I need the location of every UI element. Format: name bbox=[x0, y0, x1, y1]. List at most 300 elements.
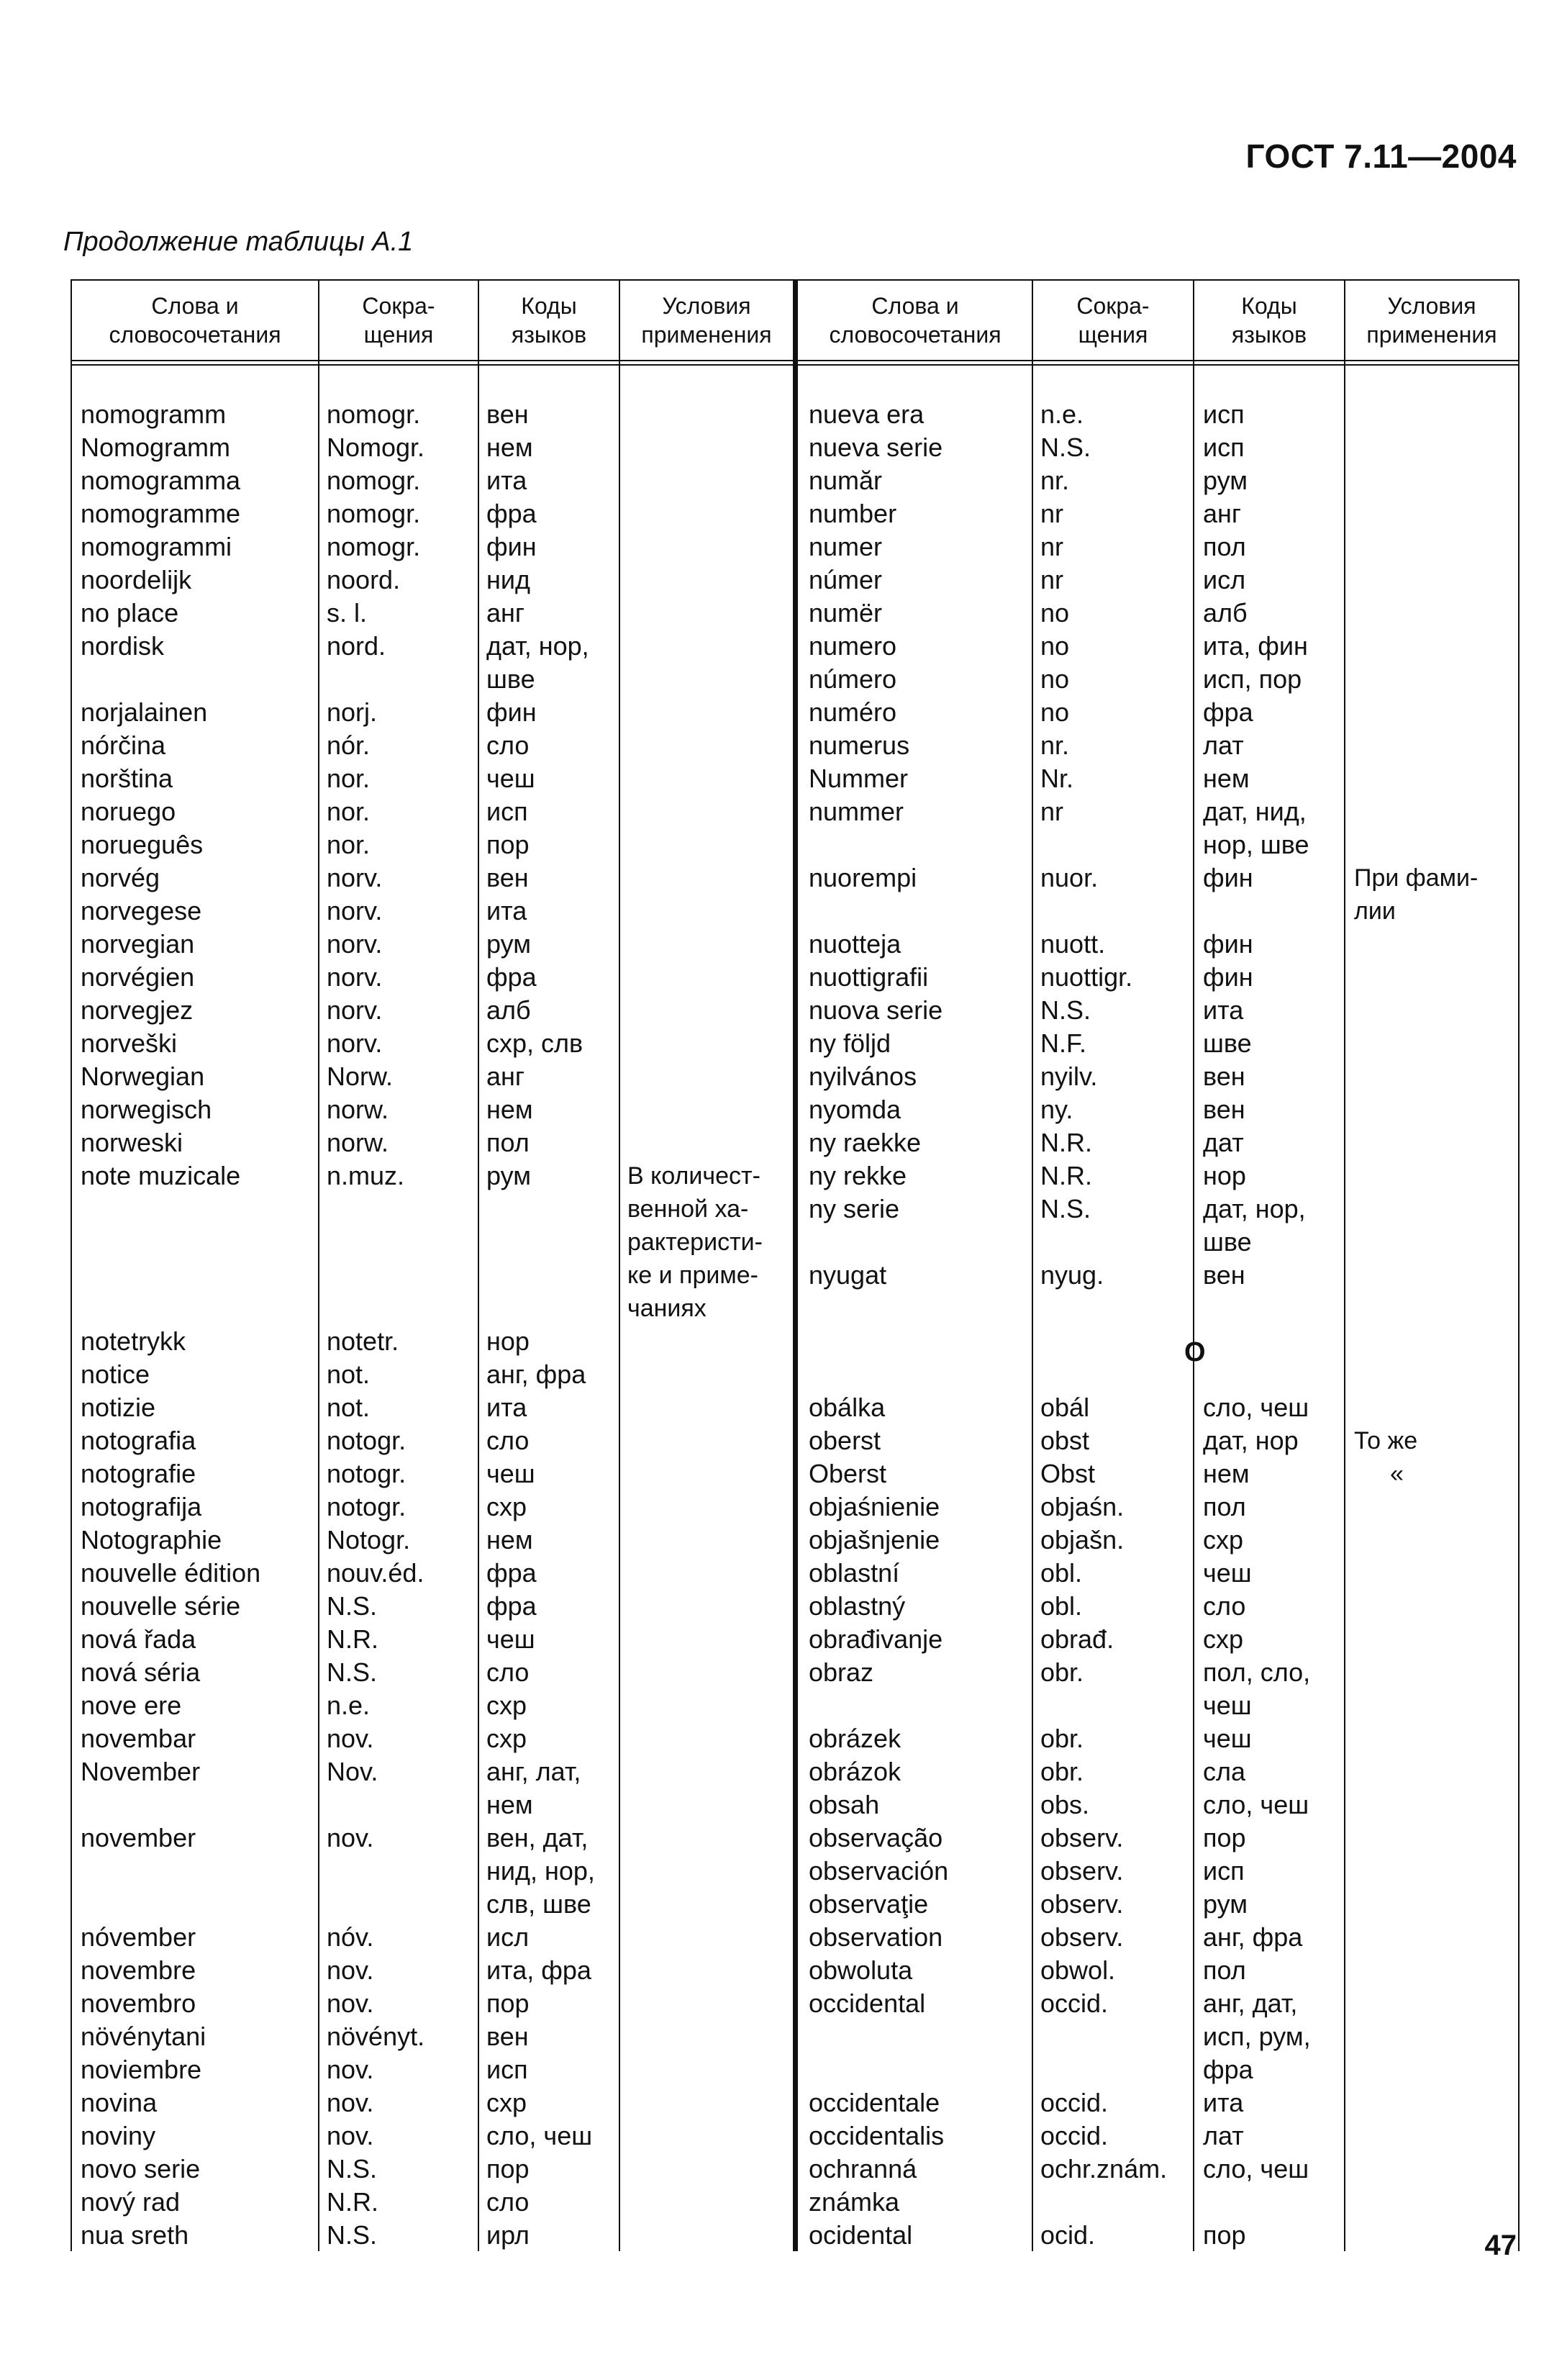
word-cell: norwegisch bbox=[81, 1095, 212, 1124]
abbreviation-cell: norw. bbox=[327, 1095, 389, 1124]
language-code-cell: сло bbox=[486, 1657, 530, 1687]
condition-cell: рактеристи- bbox=[627, 1229, 763, 1256]
abbreviation-cell: nuottigr. bbox=[1040, 962, 1133, 992]
abbreviation-cell: norv. bbox=[327, 896, 383, 926]
word-cell: oblastný bbox=[809, 1591, 906, 1621]
language-code-cell: вен bbox=[1203, 1260, 1245, 1290]
language-code-cell: фин bbox=[1203, 929, 1253, 959]
word-cell: observação bbox=[809, 1823, 943, 1852]
section-letter: O bbox=[1184, 1337, 1206, 1367]
language-code-cell: ита, фин bbox=[1203, 631, 1308, 661]
condition-cell: То же bbox=[1354, 1427, 1418, 1454]
word-cell: norvegjez bbox=[81, 995, 194, 1025]
language-code-cell: чеш bbox=[1203, 1558, 1252, 1588]
language-code-cell: нид, нор, bbox=[486, 1856, 595, 1886]
word-cell: obsah bbox=[809, 1790, 880, 1819]
abbreviation-cell: notogr. bbox=[327, 1426, 406, 1455]
language-code-cell: пол bbox=[1203, 532, 1246, 561]
abbreviation-cell: no bbox=[1040, 664, 1070, 694]
language-code-cell: дат bbox=[1203, 1128, 1244, 1157]
abbreviation-cell: nr. bbox=[1040, 730, 1070, 760]
word-cell: objaśnienie bbox=[809, 1492, 940, 1521]
word-cell: nomogramme bbox=[81, 499, 241, 528]
abbreviation-cell: N.R. bbox=[327, 1624, 378, 1654]
language-code-cell: исп bbox=[1203, 1856, 1245, 1886]
language-code-cell: вен bbox=[1203, 1095, 1245, 1124]
condition-cell: лии bbox=[1354, 897, 1396, 925]
abbreviation-cell: Obst bbox=[1040, 1459, 1096, 1488]
abbreviation-cell: növényt. bbox=[327, 2022, 425, 2051]
abbreviation-cell: nyug. bbox=[1040, 1260, 1104, 1290]
language-code-cell: слв, шве bbox=[486, 1889, 591, 1919]
language-code-cell: ита bbox=[486, 896, 527, 926]
language-code-cell: сло bbox=[486, 730, 530, 760]
language-code-cell: пол bbox=[486, 1128, 530, 1157]
language-code-cell: вен bbox=[486, 863, 529, 892]
word-cell: nouvelle série bbox=[81, 1591, 241, 1621]
column-header-language-codes: Коды языков bbox=[511, 293, 587, 348]
col-border bbox=[1344, 279, 1345, 2251]
language-code-cell: анг, фра bbox=[1203, 1922, 1303, 1952]
language-code-cell: исл bbox=[486, 1922, 530, 1952]
language-code-cell: фин bbox=[486, 697, 537, 727]
abbreviation-cell: N.R. bbox=[1040, 1128, 1092, 1157]
table-caption: Продолжение таблицы А.1 bbox=[63, 227, 414, 257]
language-code-cell: чеш bbox=[486, 1459, 535, 1488]
abbreviation-cell: norv. bbox=[327, 962, 383, 992]
abbreviation-cell: norw. bbox=[327, 1128, 389, 1157]
word-cell: nuova serie bbox=[809, 995, 943, 1025]
abbreviation-cell: N.S. bbox=[327, 2154, 378, 2184]
word-cell: númer bbox=[809, 565, 883, 594]
language-code-cell: анг, лат, bbox=[486, 1757, 581, 1786]
abbreviation-cell: obrađ. bbox=[1040, 1624, 1114, 1654]
abbreviation-cell: nov. bbox=[327, 1988, 374, 2018]
abbreviation-cell: N.F. bbox=[1040, 1028, 1087, 1058]
abbreviation-cell: nr. bbox=[1040, 466, 1070, 495]
word-cell: nove ere bbox=[81, 1691, 182, 1720]
language-code-cell: сло, чеш bbox=[1203, 2154, 1309, 2184]
abbreviation-cell: notogr. bbox=[327, 1492, 406, 1521]
word-cell: nuorempi bbox=[809, 863, 917, 892]
word-cell: növénytani bbox=[81, 2022, 206, 2051]
word-cell: oberst bbox=[809, 1426, 881, 1455]
abbreviation-cell: obwol. bbox=[1040, 1955, 1116, 1985]
word-cell: norjalainen bbox=[81, 697, 208, 727]
word-cell: obraz bbox=[809, 1657, 874, 1687]
abbreviation-cell: n.e. bbox=[327, 1691, 371, 1720]
abbreviation-cell: not. bbox=[327, 1393, 371, 1422]
word-cell: nomogramm bbox=[81, 399, 227, 429]
word-cell: novembar bbox=[81, 1724, 196, 1753]
language-code-cell: ита bbox=[486, 466, 527, 495]
abbreviation-cell: nomogr. bbox=[327, 466, 421, 495]
language-code-cell: лат bbox=[1203, 730, 1244, 760]
language-code-cell: фин bbox=[486, 532, 537, 561]
word-cell: obwoluta bbox=[809, 1955, 913, 1985]
language-code-cell: схр bbox=[1203, 1525, 1244, 1555]
language-code-cell: пол bbox=[1203, 1492, 1246, 1521]
abbreviation-cell: observ. bbox=[1040, 1856, 1124, 1886]
language-code-cell: рум bbox=[486, 1161, 531, 1190]
language-code-cell: нем bbox=[1203, 1459, 1250, 1488]
col-border bbox=[1032, 279, 1033, 2251]
language-code-cell: анг bbox=[1203, 499, 1242, 528]
language-code-cell: схр, слв bbox=[486, 1028, 583, 1058]
word-cell: nomogrammi bbox=[81, 532, 232, 561]
language-code-cell: сла bbox=[1203, 1757, 1246, 1786]
language-code-cell: исп, рум, bbox=[1203, 2022, 1311, 2051]
language-code-cell: схр bbox=[486, 2088, 527, 2117]
table-frame bbox=[71, 279, 1520, 2251]
column-header-abbreviations: Сокра- щения bbox=[362, 293, 435, 348]
word-cell: novo serie bbox=[81, 2154, 201, 2184]
language-code-cell: чеш bbox=[1203, 1691, 1252, 1720]
word-cell: nyugat bbox=[809, 1260, 887, 1290]
language-code-cell: исп bbox=[1203, 399, 1245, 429]
col-border bbox=[318, 279, 319, 2251]
word-cell: nová séria bbox=[81, 1657, 201, 1687]
abbreviation-cell: no bbox=[1040, 697, 1070, 727]
word-cell: ocidental bbox=[809, 2220, 913, 2250]
abbreviation-cell: s. l. bbox=[327, 598, 368, 628]
word-cell: nový rad bbox=[81, 2187, 181, 2217]
word-cell: notetrykk bbox=[81, 1326, 186, 1356]
page-number: 47 bbox=[1484, 2230, 1517, 2261]
word-cell: noviny bbox=[81, 2121, 156, 2150]
col-border bbox=[1193, 279, 1194, 2251]
abbreviation-cell: nyilv. bbox=[1040, 1062, 1098, 1091]
word-cell: novembro bbox=[81, 1988, 196, 2018]
word-cell: norueguês bbox=[81, 830, 204, 859]
abbreviation-cell: obl. bbox=[1040, 1591, 1083, 1621]
column-header-conditions: Условия применения bbox=[1366, 293, 1497, 348]
abbreviation-cell: norv. bbox=[327, 995, 383, 1025]
abbreviation-cell: N.S. bbox=[1040, 995, 1091, 1025]
abbreviation-cell: nov. bbox=[327, 1955, 374, 1985]
abbreviation-cell: nomogr. bbox=[327, 499, 421, 528]
language-code-cell: нем bbox=[486, 1525, 533, 1555]
abbreviation-cell: obr. bbox=[1040, 1757, 1084, 1786]
word-cell: nová řada bbox=[81, 1624, 196, 1654]
word-cell: norveški bbox=[81, 1028, 178, 1058]
word-cell: occidentalis bbox=[809, 2121, 945, 2150]
language-code-cell: исп bbox=[1203, 433, 1245, 462]
word-cell: nueva serie bbox=[809, 433, 943, 462]
abbreviation-cell: nuott. bbox=[1040, 929, 1106, 959]
language-code-cell: исп bbox=[486, 2055, 528, 2084]
abbreviation-cell: not. bbox=[327, 1359, 371, 1389]
column-header-language-codes: Коды языков bbox=[1231, 293, 1307, 348]
language-code-cell: шве bbox=[1203, 1227, 1252, 1257]
language-code-cell: чеш bbox=[486, 1624, 535, 1654]
word-cell: nórčina bbox=[81, 730, 166, 760]
language-code-cell: пор bbox=[1203, 1823, 1246, 1852]
abbreviation-cell: nouv.éd. bbox=[327, 1558, 424, 1588]
word-cell: norvegese bbox=[81, 896, 202, 926]
language-code-cell: сло bbox=[486, 2187, 530, 2217]
abbreviation-cell: observ. bbox=[1040, 1823, 1124, 1852]
abbreviation-cell: nór. bbox=[327, 730, 371, 760]
word-cell: novembre bbox=[81, 1955, 196, 1985]
language-code-cell: фин bbox=[1203, 863, 1253, 892]
word-cell: nóvember bbox=[81, 1922, 196, 1952]
language-code-cell: сло bbox=[1203, 1591, 1246, 1621]
abbreviation-cell: nov. bbox=[327, 2088, 374, 2117]
abbreviation-cell: nr bbox=[1040, 797, 1064, 826]
abbreviation-cell: nor. bbox=[327, 797, 371, 826]
abbreviation-cell: nov. bbox=[327, 2121, 374, 2150]
abbreviation-cell: nr bbox=[1040, 532, 1064, 561]
word-cell: noordelijk bbox=[81, 565, 192, 594]
abbreviation-cell: ocid. bbox=[1040, 2220, 1096, 2250]
language-code-cell: схр bbox=[486, 1724, 527, 1753]
language-code-cell: вен, дат, bbox=[486, 1823, 589, 1852]
word-cell: numer bbox=[809, 532, 883, 561]
word-cell: ochranná bbox=[809, 2154, 917, 2184]
abbreviation-cell: Notogr. bbox=[327, 1525, 411, 1555]
abbreviation-cell: obs. bbox=[1040, 1790, 1090, 1819]
language-code-cell: рум bbox=[1203, 1889, 1248, 1919]
language-code-cell: сло, чеш bbox=[486, 2121, 593, 2150]
condition-cell: ке и приме- bbox=[627, 1262, 758, 1289]
word-cell: noviembre bbox=[81, 2055, 202, 2084]
word-cell: numero bbox=[809, 631, 897, 661]
language-code-cell: пор bbox=[486, 830, 530, 859]
word-cell: numéro bbox=[809, 697, 897, 727]
word-cell: número bbox=[809, 664, 897, 694]
word-cell: observación bbox=[809, 1856, 949, 1886]
language-code-cell: шве bbox=[486, 664, 535, 694]
word-cell: oblastní bbox=[809, 1558, 900, 1588]
word-cell: nueva era bbox=[809, 399, 925, 429]
word-cell: occidental bbox=[809, 1988, 926, 2018]
language-code-cell: дат, нор, bbox=[486, 631, 589, 661]
word-cell: Norwegian bbox=[81, 1062, 205, 1091]
word-cell: numër bbox=[809, 598, 883, 628]
word-cell: ny följd bbox=[809, 1028, 891, 1058]
word-cell: notografija bbox=[81, 1492, 202, 1521]
word-cell: Notographie bbox=[81, 1525, 222, 1555]
word-cell: nomogramma bbox=[81, 466, 241, 495]
abbreviation-cell: obst bbox=[1040, 1426, 1090, 1455]
abbreviation-cell: norv. bbox=[327, 1028, 383, 1058]
abbreviation-cell: ochr.znám. bbox=[1040, 2154, 1168, 2184]
abbreviation-cell: Nov. bbox=[327, 1757, 378, 1786]
language-code-cell: сло bbox=[486, 1426, 530, 1455]
abbreviation-cell: N.S. bbox=[327, 2220, 378, 2250]
language-code-cell: фин bbox=[1203, 962, 1253, 992]
abbreviation-cell: obl. bbox=[1040, 1558, 1083, 1588]
language-code-cell: вен bbox=[486, 2022, 529, 2051]
abbreviation-cell: obr. bbox=[1040, 1724, 1084, 1753]
word-cell: obrađivanje bbox=[809, 1624, 943, 1654]
language-code-cell: ита bbox=[486, 1393, 527, 1422]
language-code-cell: пор bbox=[486, 1988, 530, 2018]
abbreviation-cell: ny. bbox=[1040, 1095, 1073, 1124]
abbreviation-cell: norv. bbox=[327, 929, 383, 959]
word-cell: nuotteja bbox=[809, 929, 901, 959]
abbreviation-cell: nov. bbox=[327, 1724, 374, 1753]
abbreviation-cell: nuor. bbox=[1040, 863, 1099, 892]
word-cell: nua sreth bbox=[81, 2220, 189, 2250]
word-cell: no place bbox=[81, 598, 179, 628]
abbreviation-cell: Norw. bbox=[327, 1062, 394, 1091]
word-cell: norvegian bbox=[81, 929, 195, 959]
language-code-cell: нем bbox=[1203, 764, 1250, 793]
language-code-cell: алб bbox=[1203, 598, 1248, 628]
col-border-double bbox=[793, 279, 798, 2251]
column-header-words: Слова и словосочетания bbox=[829, 293, 1001, 348]
language-code-cell: пор bbox=[486, 2154, 530, 2184]
word-cell: observation bbox=[809, 1922, 943, 1952]
col-border bbox=[619, 279, 620, 2251]
word-cell: november bbox=[81, 1823, 196, 1852]
abbreviation-cell: nov. bbox=[327, 1823, 374, 1852]
condition-cell: « bbox=[1390, 1460, 1404, 1488]
word-cell: noruego bbox=[81, 797, 176, 826]
word-cell: Nummer bbox=[809, 764, 909, 793]
language-code-cell: рум bbox=[1203, 466, 1248, 495]
word-cell: note muzicale bbox=[81, 1161, 241, 1190]
col-border bbox=[1518, 279, 1520, 2251]
language-code-cell: исп bbox=[486, 797, 528, 826]
abbreviation-cell: N.S. bbox=[327, 1591, 378, 1621]
language-code-cell: анг, фра bbox=[486, 1359, 586, 1389]
language-code-cell: анг bbox=[486, 598, 525, 628]
language-code-cell: рум bbox=[486, 929, 531, 959]
language-code-cell: нор bbox=[486, 1326, 530, 1356]
abbreviation-cell: no bbox=[1040, 598, 1070, 628]
abbreviation-cell: occid. bbox=[1040, 1988, 1109, 2018]
word-cell: obálka bbox=[809, 1393, 886, 1422]
language-code-cell: ирл bbox=[486, 2220, 530, 2250]
language-code-cell: алб bbox=[486, 995, 531, 1025]
language-code-cell: пол bbox=[1203, 1955, 1246, 1985]
word-cell: norština bbox=[81, 764, 173, 793]
condition-cell: венной ха- bbox=[627, 1195, 749, 1223]
language-code-cell: нем bbox=[486, 1095, 533, 1124]
word-cell: notografia bbox=[81, 1426, 196, 1455]
abbreviation-cell: occid. bbox=[1040, 2088, 1109, 2117]
word-cell: nuottigrafii bbox=[809, 962, 929, 992]
word-cell: ny serie bbox=[809, 1194, 900, 1223]
language-code-cell: лат bbox=[1203, 2121, 1244, 2150]
language-code-cell: фра bbox=[1203, 2055, 1253, 2084]
abbreviation-cell: observ. bbox=[1040, 1889, 1124, 1919]
abbreviation-cell: Nomogr. bbox=[327, 433, 425, 462]
word-cell: norvégien bbox=[81, 962, 195, 992]
language-code-cell: нор, шве bbox=[1203, 830, 1309, 859]
abbreviation-cell: no bbox=[1040, 631, 1070, 661]
standard-code: ГОСТ 7.11—2004 bbox=[1245, 137, 1517, 175]
abbreviation-cell: n.e. bbox=[1040, 399, 1084, 429]
word-cell: nyomda bbox=[809, 1095, 901, 1124]
abbreviation-cell: nor. bbox=[327, 830, 371, 859]
word-cell: ny rekke bbox=[809, 1161, 907, 1190]
abbreviation-cell: obr. bbox=[1040, 1657, 1084, 1687]
language-code-cell: чеш bbox=[1203, 1724, 1252, 1753]
language-code-cell: ита, фра bbox=[486, 1955, 591, 1985]
condition-cell: При фами- bbox=[1354, 864, 1479, 892]
word-cell: nyilvános bbox=[809, 1062, 917, 1091]
language-code-cell: дат, нор, bbox=[1203, 1194, 1306, 1223]
word-cell: objašnjenie bbox=[809, 1525, 940, 1555]
condition-cell: чаниях bbox=[627, 1295, 707, 1322]
column-header-words: Слова и словосочетания bbox=[109, 293, 281, 348]
abbreviation-cell: nord. bbox=[327, 631, 386, 661]
abbreviation-cell: nr bbox=[1040, 499, 1064, 528]
language-code-cell: сло, чеш bbox=[1203, 1790, 1309, 1819]
abbreviation-cell: N.S. bbox=[1040, 1194, 1091, 1223]
abbreviation-cell: norv. bbox=[327, 863, 383, 892]
word-cell: obrázok bbox=[809, 1757, 901, 1786]
language-code-cell: исл bbox=[1203, 565, 1246, 594]
abbreviation-cell: nóv. bbox=[327, 1922, 374, 1952]
word-cell: nummer bbox=[809, 797, 904, 826]
word-cell: numerus bbox=[809, 730, 910, 760]
word-cell: nouvelle édition bbox=[81, 1558, 261, 1588]
abbreviation-cell: notetr. bbox=[327, 1326, 399, 1356]
language-code-cell: нор bbox=[1203, 1161, 1246, 1190]
language-code-cell: фра bbox=[486, 1558, 537, 1588]
language-code-cell: нем bbox=[486, 1790, 533, 1819]
word-cell: număr bbox=[809, 466, 883, 495]
word-cell: norvég bbox=[81, 863, 160, 892]
column-header-conditions: Условия применения bbox=[641, 293, 772, 348]
abbreviation-cell: n.muz. bbox=[327, 1161, 405, 1190]
word-cell: observaţie bbox=[809, 1889, 929, 1919]
language-code-cell: дат, нор bbox=[1203, 1426, 1299, 1455]
abbreviation-cell: noord. bbox=[327, 565, 401, 594]
language-code-cell: пор bbox=[1203, 2220, 1246, 2250]
language-code-cell: ита bbox=[1203, 995, 1244, 1025]
language-code-cell: схр bbox=[486, 1691, 527, 1720]
abbreviation-cell: N.S. bbox=[1040, 433, 1091, 462]
language-code-cell: схр bbox=[1203, 1624, 1244, 1654]
language-code-cell: нид bbox=[486, 565, 530, 594]
abbreviation-cell: nor. bbox=[327, 764, 371, 793]
word-cell: Nomogramm bbox=[81, 433, 231, 462]
language-code-cell: вен bbox=[486, 399, 529, 429]
word-cell: norweski bbox=[81, 1128, 183, 1157]
word-cell: obrázek bbox=[809, 1724, 901, 1753]
word-cell: number bbox=[809, 499, 897, 528]
abbreviation-cell: occid. bbox=[1040, 2121, 1109, 2150]
word-cell: nordisk bbox=[81, 631, 165, 661]
word-cell: Oberst bbox=[809, 1459, 887, 1488]
word-cell: novina bbox=[81, 2088, 158, 2117]
word-cell: notografie bbox=[81, 1459, 196, 1488]
word-cell: známka bbox=[809, 2187, 900, 2217]
word-cell: notizie bbox=[81, 1393, 156, 1422]
abbreviation-cell: nomogr. bbox=[327, 399, 421, 429]
language-code-cell: пол, сло, bbox=[1203, 1657, 1311, 1687]
language-code-cell: схр bbox=[486, 1492, 527, 1521]
language-code-cell: шве bbox=[1203, 1028, 1252, 1058]
abbreviation-cell: obál bbox=[1040, 1393, 1090, 1422]
abbreviation-cell: N.S. bbox=[327, 1657, 378, 1687]
language-code-cell: нем bbox=[486, 433, 533, 462]
word-cell: November bbox=[81, 1757, 201, 1786]
abbreviation-cell: N.R. bbox=[327, 2187, 378, 2217]
col-border bbox=[71, 279, 72, 2251]
abbreviation-cell: norj. bbox=[327, 697, 378, 727]
abbreviation-cell: nr bbox=[1040, 565, 1064, 594]
language-code-cell: анг, дат, bbox=[1203, 1988, 1298, 2018]
condition-cell: В количест- bbox=[627, 1162, 760, 1190]
language-code-cell: фра bbox=[486, 962, 537, 992]
